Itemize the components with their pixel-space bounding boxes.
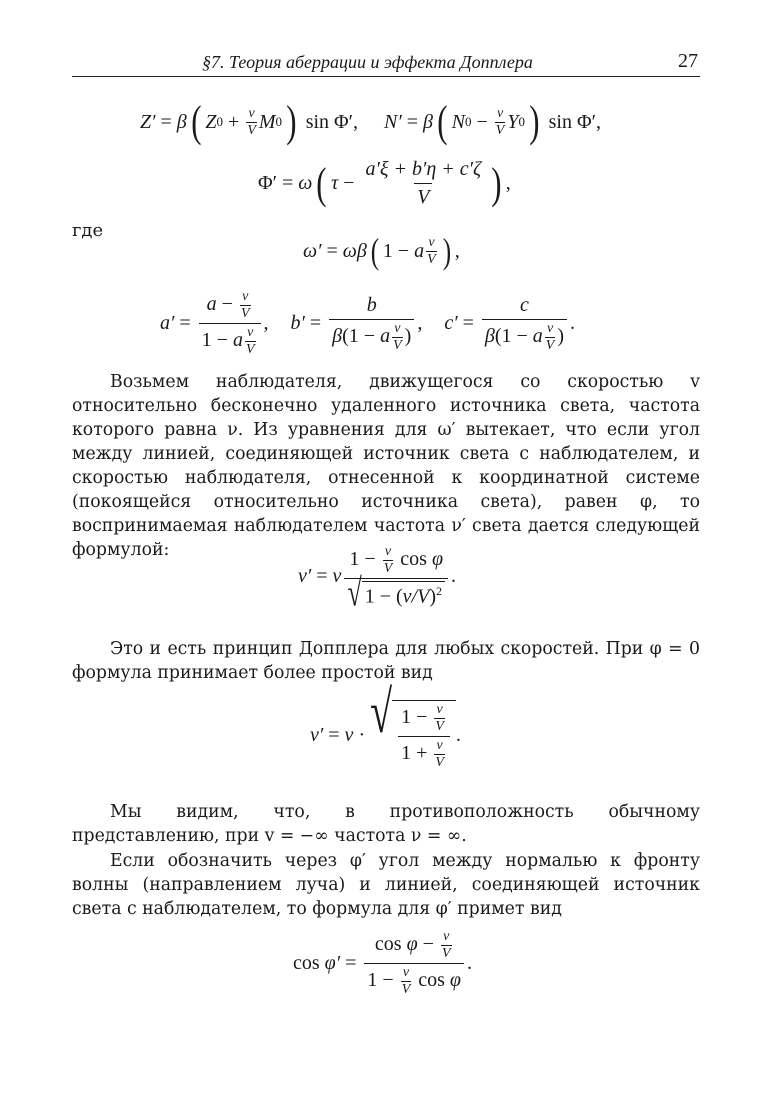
equation-doppler-simple: ν′ = ν · √ 1 − $\frac{v}{V}$ 1 + $\frac{v}{V}$ . [310, 678, 461, 770]
paragraph-angle: Если обозначить через φ′ угол между нормалью к фронту волны (направлением луча) и линией, соединяющей источник света с наблюдателем, то формула для φ′ примет вид [72, 851, 700, 919]
equation-omega: ω′ = ωβ ( 1 − a $\frac{v}{V}$ ) , [303, 231, 460, 271]
equation-abc: a′ = a − $\frac{v}{V}$ 1 − a $\frac{v}{V}$ , b′ = b β(1 − a $\frac{v}{V}$ ) , c′ = c β(1 − a $\frac{v}{V}$ ) . [160, 289, 576, 357]
equation-z-n: Z′ = β ( Z 0 + $\frac{v}{V}$ M 0 ) sin Φ′, N′ = β ( N 0 − $\frac{v}{V}$ Y 0 ) sin Φ′, [140, 97, 601, 146]
running-header [72, 50, 700, 77]
where-label: где [72, 220, 104, 241]
paragraph-doppler: Это и есть принцип Допплера для любых скоростей. При φ = 0 формула принимает более простой вид [72, 639, 700, 683]
running-title: §7. Теория аберрации и эффекта Допплера [202, 52, 533, 72]
page-number: 27 [678, 50, 698, 72]
paragraph-observer: Возьмем наблюдателя, движущегося со скоростью v относительно бесконечно удаленного источника света, частота которого равна ν. Из уравнения для ω′ вытекает, что если угол между линией, соединяющей источник света с наблюдателем, и скоростью наблюдателя, отнесенной к координатной системе (покоящейся относительно источника света), равен φ, то воспринимаемая наблюдателем частота ν′ света дается следующей формулой: [72, 372, 700, 560]
equation-doppler-general: ν′ = ν 1 − $\frac{v}{V}$ cos φ √ $1 - (v/V)^2$ . [298, 544, 456, 615]
equation-phi: Φ′ = ω ( τ − $\frac{a'\xi + b'\eta + c'\zeta}{V}$ ) , [258, 158, 511, 208]
equation-cos-phi: cos φ′ = cos φ − $\frac{v}{V}$ 1 − $\frac{v}{V}$ cos φ . [293, 929, 472, 997]
paragraph-infinity: Мы видим, что, в противоположность обычному представлению, при v = −∞ частота ν = ∞. [72, 802, 700, 846]
